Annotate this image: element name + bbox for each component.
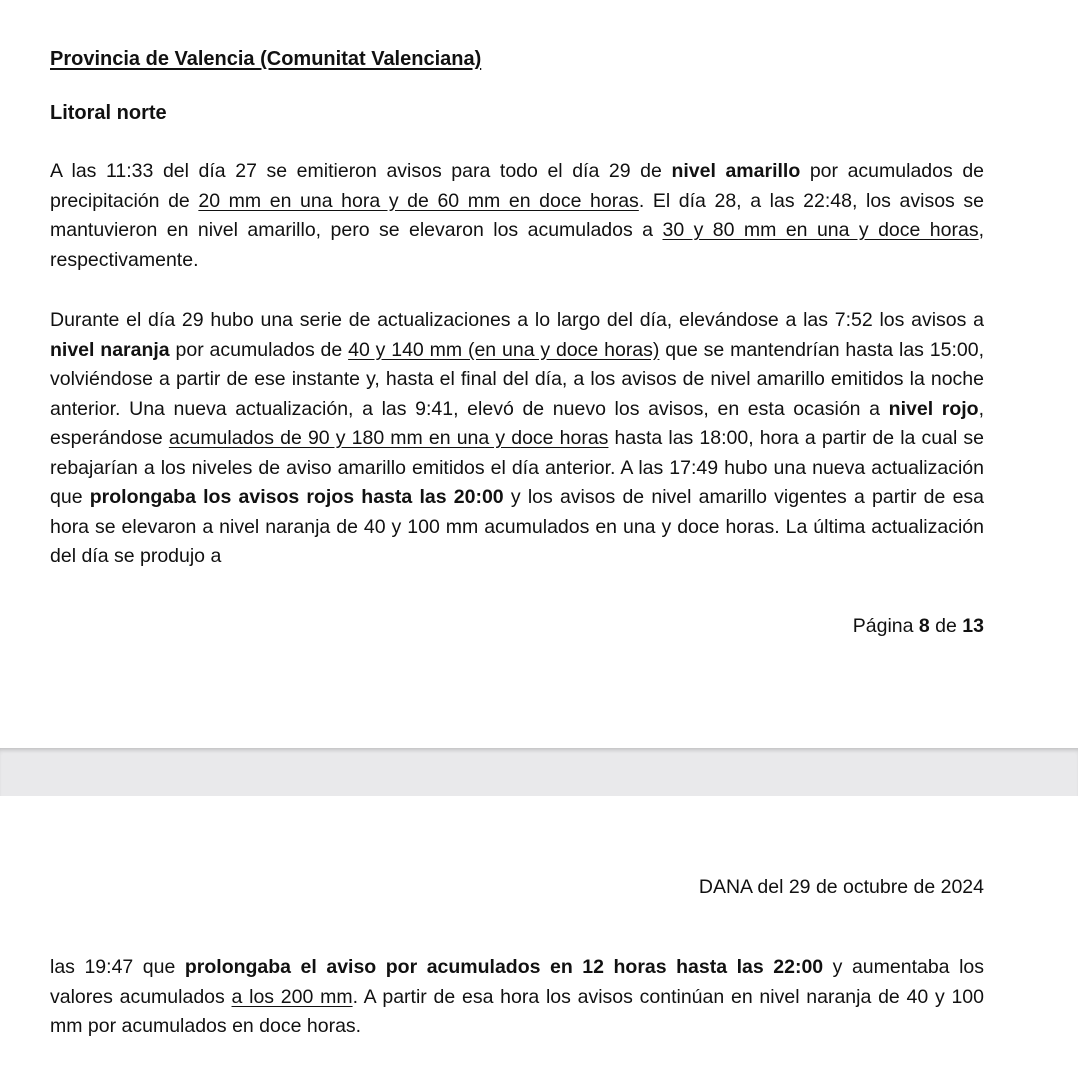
p2-underline-1: 40 y 140 mm (en una y doce horas) bbox=[348, 338, 660, 361]
p3-text-1: las 19:47 que bbox=[50, 956, 185, 978]
p1-bold-1: nivel amarillo bbox=[671, 160, 801, 182]
page-of: de bbox=[929, 615, 963, 637]
p2-underline-2: acumulados de 90 y 180 mm en una y doce horas bbox=[168, 427, 609, 449]
p1-text-2: por acumulados de precipitación de bbox=[50, 160, 985, 212]
p3-underline-1: a los 200 mm bbox=[231, 985, 353, 1008]
p3-text-2: y aumentaba los valores acumulados bbox=[50, 956, 984, 1008]
p3-text-3: . A partir de esa hora los avisos continúan en nivel naranja de 40 y 100 mm por acumulados en doce horas. bbox=[50, 985, 984, 1037]
page-number bbox=[853, 615, 984, 638]
p3-bold-1: prolongaba el aviso por acumulados en 12 horas hasta las 22:00 bbox=[184, 956, 824, 978]
p2-text-4: , esperándose bbox=[50, 397, 985, 449]
p1-underline-1: 20 mm en una hora y de 60 mm en doce horas bbox=[198, 189, 639, 212]
p2-text-2: por acumulados de bbox=[169, 338, 349, 361]
page-total: 13 bbox=[962, 615, 984, 637]
p2-bold-2: nivel rojo bbox=[888, 397, 979, 420]
p2-text-3: que se mantendrían hasta las 15:00, volviéndose a partir de ese instante y, hasta el final del día, a los avisos de nivel amarillo emitidos la noche anterior. Una nueva actualización, a las 9:41, elevó de nuevo los avisos, en esta ocasión a bbox=[50, 338, 984, 420]
p1-text-1: A las 11:33 del día 27 se emitieron avisos para todo el día 29 de bbox=[50, 160, 672, 182]
p2-text-5: hasta las 18:00, hora a partir de la cual se rebajarían a los niveles de aviso amarillo emitidos el día anterior. A las 17:49 hubo una nueva actualización que bbox=[50, 427, 985, 508]
page-current: 8 bbox=[918, 615, 930, 637]
paragraph-3 bbox=[50, 953, 984, 1042]
p2-bold-3: prolongaba los avisos rojos hasta las 20:00 bbox=[89, 486, 504, 508]
paragraph-2 bbox=[50, 306, 984, 572]
page-separator bbox=[0, 748, 1078, 796]
page-label: Página bbox=[852, 615, 919, 637]
page-header: DANA del 29 de octubre de 2024 bbox=[698, 876, 984, 898]
paragraph-1 bbox=[50, 157, 984, 275]
document-page-9 bbox=[0, 796, 1078, 1078]
province-title: Provincia de Valencia (Comunitat Valenciana) bbox=[50, 48, 482, 70]
p2-bold-1: nivel naranja bbox=[50, 338, 170, 361]
p1-text-3: . El día 28, a las 22:48, los avisos se mantuvieron en nivel amarillo, pero se elevaron los acumulados a bbox=[50, 189, 984, 241]
p2-text-6: y los avisos de nivel amarillo vigentes a partir de esa hora se elevaron a nivel naranja de 40 y 100 mm acumulados en una y doce horas. La última actualización del día se produjo a bbox=[50, 486, 985, 567]
section-title: Litoral norte bbox=[50, 102, 167, 124]
p2-text-1: Durante el día 29 hubo una serie de actualizaciones a lo largo del día, elevándose a las 7:52 los avisos a bbox=[50, 309, 984, 331]
p1-underline-2: 30 y 80 mm en una y doce horas bbox=[662, 219, 979, 241]
p1-text-4: , respectivamente. bbox=[50, 219, 985, 271]
